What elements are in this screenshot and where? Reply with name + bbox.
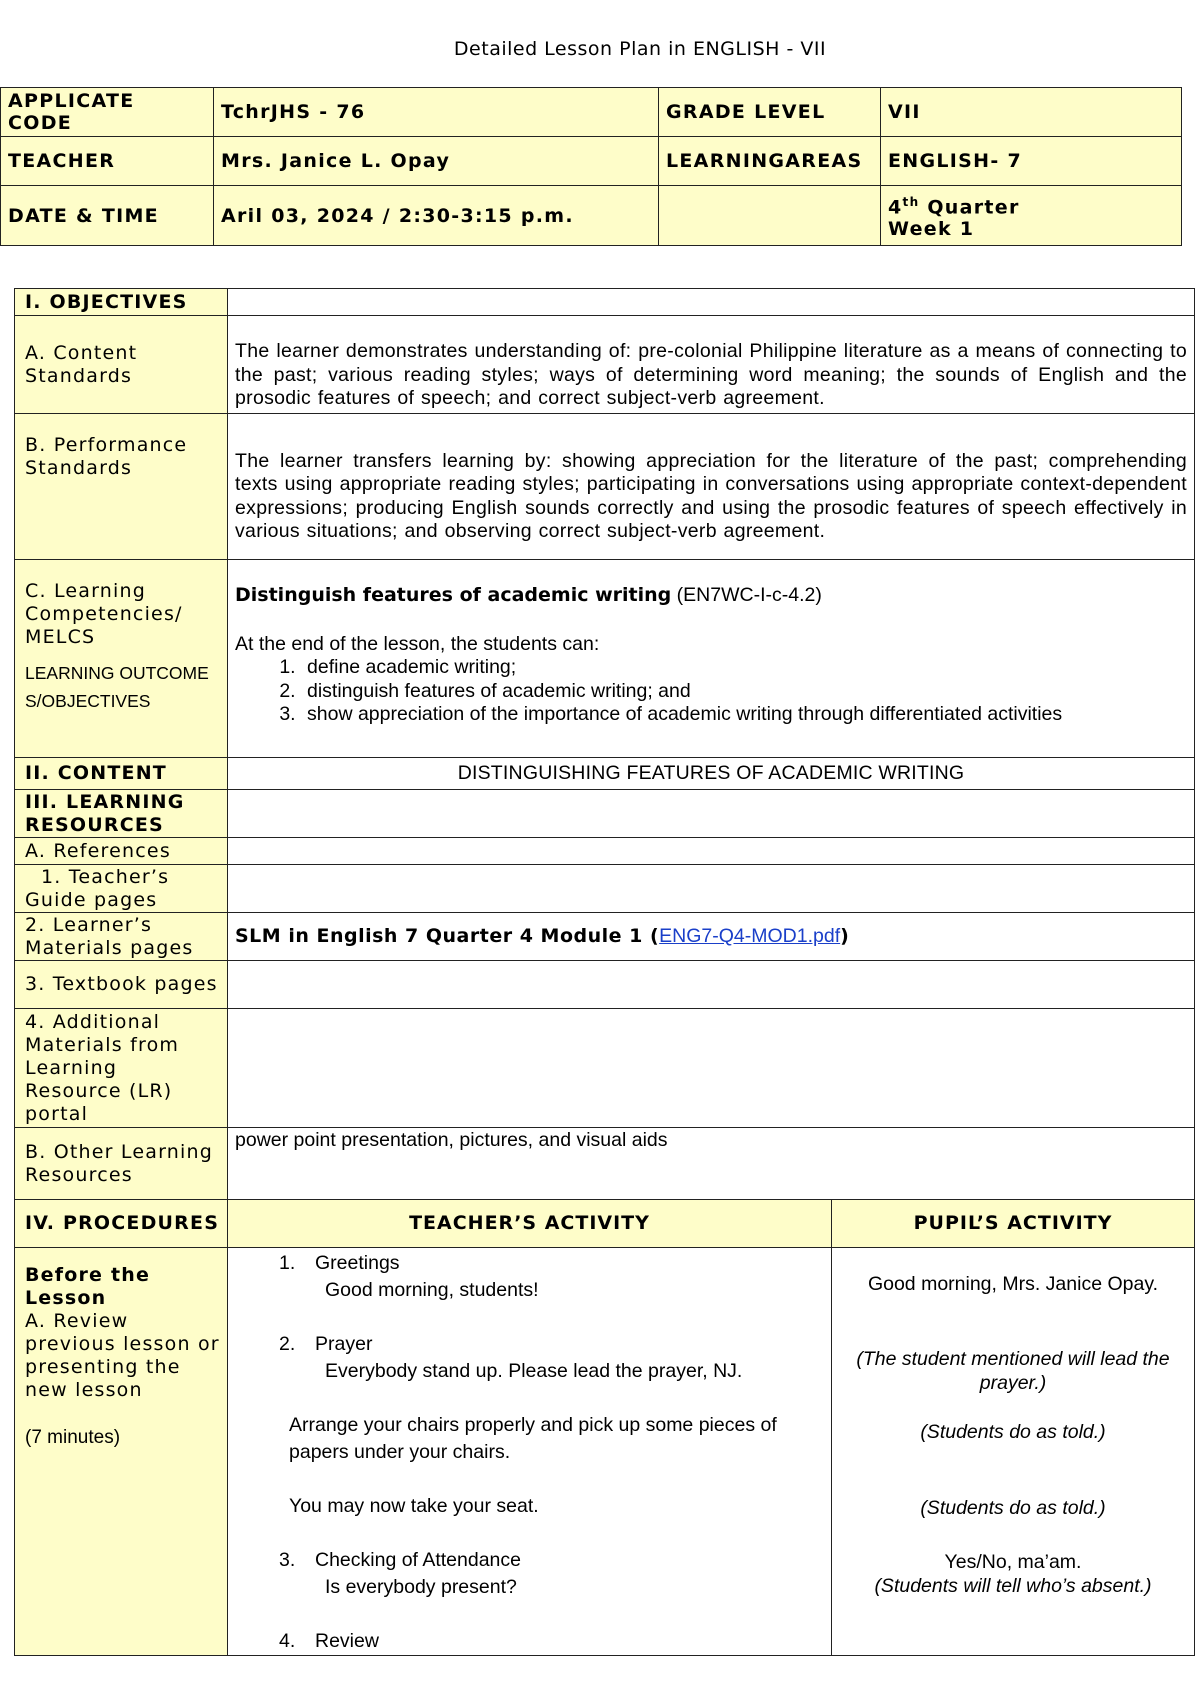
teacher-label: TEACHER <box>1 137 214 186</box>
objectives-empty-cell <box>228 289 1195 316</box>
prayer-title: Prayer <box>315 1333 373 1355</box>
pupil-greeting: Good morning, Mrs. Janice Opay. <box>867 1273 1159 1295</box>
greetings-text: Good morning, students! <box>325 1279 539 1301</box>
competency-title: Distinguish features of academic writing <box>235 584 672 606</box>
teacher-activity-cell <box>228 1248 832 1656</box>
module-pdf-link[interactable]: ENG7-Q4-MOD1.pdf <box>659 924 841 947</box>
arrange-chairs-text: Arrange your chairs properly and pick up some pieces of papers under your chairs. <box>289 1414 777 1463</box>
outcome-item: 2. distinguish features of academic writing; and <box>301 680 1187 704</box>
content-standards-label: A. Content Standards <box>15 316 228 414</box>
references-empty-cell <box>228 838 1195 865</box>
quarter-number: 4 <box>888 196 903 219</box>
header-info-table <box>0 87 1182 246</box>
grade-level-value: VII <box>881 88 1182 137</box>
attendance-text: Is everybody present? <box>325 1576 517 1598</box>
outcome-item: 3. show appreciation of the importance of academic writing through differentiated activities <box>301 703 1187 727</box>
applicate-code-value: TchrJHS - 76 <box>214 88 659 137</box>
greetings-item: 1. Greetings <box>279 1252 400 1274</box>
learning-areas-value: ENGLISH- 7 <box>881 137 1182 186</box>
learners-materials-label: 2. Learner’s Materials pages <box>15 913 228 961</box>
content-heading: II. CONTENT <box>15 758 228 790</box>
performance-standards-label: B. Performance Standards <box>15 414 228 560</box>
outcomes-label: LEARNING OUTCOMES/OBJECTIVES <box>25 663 209 711</box>
additional-materials-value <box>228 1009 1195 1128</box>
before-lesson-cell <box>15 1248 228 1656</box>
review-title: Review <box>315 1630 379 1652</box>
quarter-word: Quarter <box>919 196 1020 219</box>
additional-materials-label: 4. Additional Materials from Learning Resource (LR) portal <box>15 1009 228 1128</box>
teachers-guide-value <box>228 865 1195 913</box>
content-value: DISTINGUISHING FEATURES OF ACADEMIC WRITING <box>228 758 1195 790</box>
date-time-label: DATE & TIME <box>1 186 214 246</box>
learners-materials-value <box>228 913 1195 961</box>
outcome-item: 1. define academic writing; <box>301 656 1187 680</box>
review-item: 4. Review <box>279 1630 379 1652</box>
attendance-item: 3. Checking of Attendance <box>279 1549 521 1571</box>
textbook-label: 3. Textbook pages <box>15 961 228 1009</box>
slm-title: SLM in English 7 Quarter 4 Module 1 ( <box>235 924 660 947</box>
time-allotment: (7 minutes) <box>25 1427 121 1448</box>
other-resources-label: B. Other Learning Resources <box>15 1128 228 1200</box>
learning-areas-label: LEARNINGAREAS <box>659 137 881 186</box>
lesson-plan-table <box>14 288 1195 1656</box>
competencies-label: C. Learning Competencies/ MELCS <box>25 580 183 648</box>
pupil-absent: (Students will tell who’s absent.) <box>874 1575 1152 1597</box>
other-resources-value: power point presentation, pictures, and visual aids <box>228 1128 1195 1200</box>
pupil-yes-no: Yes/No, ma’am. <box>944 1551 1082 1573</box>
applicate-code-label: APPLICATE CODE <box>1 88 214 137</box>
date-time-value: Aril 03, 2024 / 2:30-3:15 p.m. <box>214 186 659 246</box>
attendance-title: Checking of Attendance <box>315 1549 521 1571</box>
objectives-heading: I. OBJECTIVES <box>15 289 228 316</box>
competencies-content <box>228 560 1195 758</box>
slm-close-paren: ) <box>840 924 849 947</box>
resources-heading: III. LEARNING RESOURCES <box>15 790 228 838</box>
competency-code: (EN7WC-I-c-4.2) <box>671 584 822 606</box>
outcomes-list <box>235 656 1187 727</box>
pupil-do-as-told-1: (Students do as told.) <box>920 1421 1106 1443</box>
greetings-title: Greetings <box>315 1252 400 1274</box>
textbook-value <box>228 961 1195 1009</box>
grade-level-label: GRADE LEVEL <box>659 88 881 137</box>
competencies-cell <box>15 560 228 758</box>
quarter-week-cell <box>881 186 1182 246</box>
procedures-heading: IV. PROCEDURES <box>15 1200 228 1248</box>
document-title: Detailed Lesson Plan in ENGLISH - VII <box>453 38 827 60</box>
take-seat-text: You may now take your seat. <box>289 1495 539 1517</box>
content-standards-text: The learner demonstrates understanding of: pre-colonial Philippine literature as a means of connecting to the past; various reading styles; ways of determining word meaning; the sounds of English and the prosodic features of speech; and correct subject-verb agreement. <box>228 316 1195 414</box>
quarter-suffix: th <box>902 194 920 209</box>
prayer-item: 2. Prayer <box>279 1333 373 1355</box>
empty-header-cell <box>659 186 881 246</box>
pupil-do-as-told-2: (Students do as told.) <box>920 1497 1106 1519</box>
references-label: A. References <box>15 838 228 865</box>
teacher-value: Mrs. Janice L. Opay <box>214 137 659 186</box>
week-value: Week 1 <box>888 218 975 241</box>
prayer-text: Everybody stand up. Please lead the prayer, NJ. <box>325 1360 743 1382</box>
performance-standards-text: The learner transfers learning by: showing appreciation for the literature of the past; comprehending texts using appropriate reading styles; participating in conversations using appropriate context-dependent expressions; producing English sounds correctly and using the prosodic features of speech effectively in various situations; and observing correct subject-verb agreement. <box>228 414 1195 560</box>
review-previous-label: A. Review previous lesson or presenting the new lesson <box>25 1310 220 1401</box>
pupil-prayer: (The student mentioned will lead the prayer.) <box>856 1348 1170 1394</box>
pupil-activity-cell <box>832 1248 1195 1656</box>
pupil-activity-header: PUPIL’S ACTIVITY <box>832 1200 1195 1248</box>
before-lesson-label: Before the Lesson <box>25 1264 151 1309</box>
teachers-guide-label: 1. Teacher’s Guide pages <box>15 865 228 913</box>
resources-empty-cell <box>228 790 1195 838</box>
outcomes-intro: At the end of the lesson, the students can: <box>235 632 600 655</box>
teacher-activity-header: TEACHER’S ACTIVITY <box>228 1200 832 1248</box>
